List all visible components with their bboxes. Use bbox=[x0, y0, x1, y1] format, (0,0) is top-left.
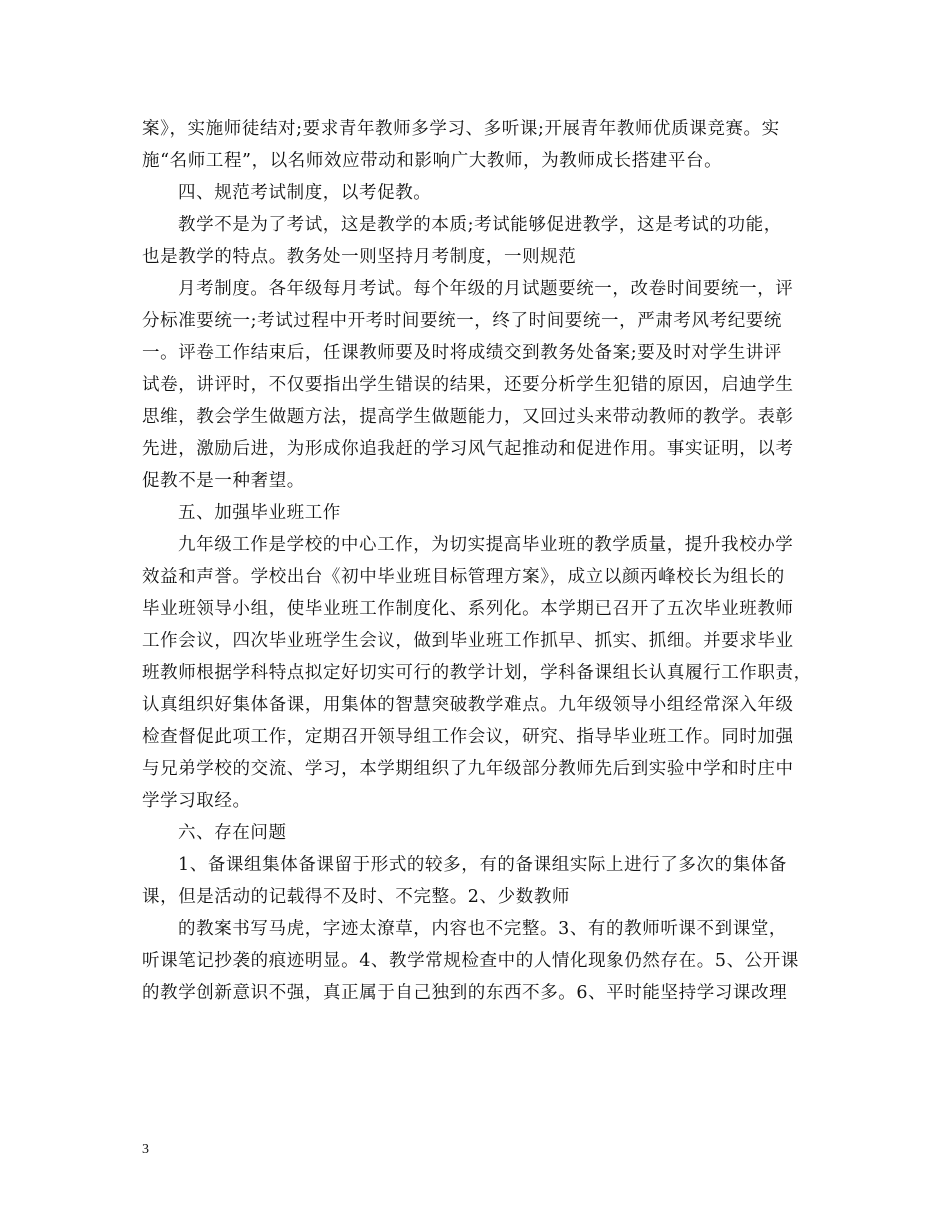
text-line: 的教案书写马虎，字迹太潦草，内容也不完整。3、有的教师听课不到课堂， bbox=[178, 919, 788, 939]
text-line: 九年级工作是学校的中心工作，为切实提高毕业班的教学质量，提升我校办学 bbox=[178, 535, 794, 555]
text-line: 试卷，讲评时，不仅要指出学生错误的结果，还要分析学生犯错的原因，启迪学生 bbox=[142, 375, 794, 395]
text-line: 效益和声誉。学校出台《初中毕业班目标管理方案》，成立以颜丙峰校长为组长的 bbox=[142, 567, 785, 587]
text-line: 五、加强毕业班工作 bbox=[178, 503, 341, 523]
text-line: 分标准要统一;考试过程中开考时间要统一，终了时间要统一，严肃考风考纪要统 bbox=[142, 311, 782, 331]
text-line: 促教不是一种奢望。 bbox=[142, 471, 305, 491]
body-text bbox=[142, 113, 832, 1009]
text-line: 毕业班领导小组，使毕业班工作制度化、系列化。本学期已召开了五次毕业班教师 bbox=[142, 599, 794, 619]
text-line: 一。评卷工作结束后，任课教师要及时将成绩交到教务处备案;要及时对学生讲评 bbox=[142, 343, 782, 363]
text-line: 先进，激励后进，为形成你追我赶的学习风气起推动和促进作用。事实证明，以考 bbox=[142, 439, 794, 459]
text-line: 工作会议，四次毕业班学生会议，做到毕业班工作抓早、抓实、抓细。并要求毕业 bbox=[142, 631, 794, 651]
text-line: 课，但是活动的记载得不及时、不完整。2、少数教师 bbox=[142, 887, 571, 907]
text-line: 案》，实施师徒结对;要求青年教师多学习、多听课;开展青年教师优质课竞赛。实 bbox=[142, 119, 780, 139]
text-line: 六、存在问题 bbox=[178, 823, 287, 843]
text-line: 施“名师工程”，以名师效应带动和影响广大教师，为教师成长搭建平台。 bbox=[142, 151, 723, 171]
text-line: 的教学创新意识不强，真正属于自己独到的东西不多。6、平时能坚持学习课改理 bbox=[142, 983, 788, 1003]
text-line: 教学不是为了考试，这是教学的本质;考试能够促进教学，这是考试的功能， bbox=[178, 215, 782, 235]
text-line: 听课笔记抄袭的痕迹明显。4、教学常规检查中的人情化现象仍然存在。5、公开课 bbox=[142, 951, 799, 971]
text-line: 与兄弟学校的交流、学习，本学期组织了九年级部分教师先后到实验中学和时庄中 bbox=[142, 759, 794, 779]
text-line: 月考制度。各年级每月考试。每个年级的月试题要统一，改卷时间要统一，评 bbox=[178, 279, 794, 299]
page-number: 3 bbox=[142, 1142, 149, 1157]
text-line: 检查督促此项工作，定期召开领导组工作会议，研究、指导毕业班工作。同时加强 bbox=[142, 727, 794, 747]
text-line: 学学习取经。 bbox=[142, 791, 251, 811]
text-line: 班教师根据学科特点拟定好切实可行的教学计划，学科备课组长认真履行工作职责， bbox=[142, 663, 812, 683]
text-line: 1、备课组集体备课留于形式的较多，有的备课组实际上进行了多次的集体备 bbox=[178, 855, 788, 875]
text-line: 四、规范考试制度，以考促教。 bbox=[178, 183, 432, 203]
text-line: 认真组织好集体备课，用集体的智慧突破教学难点。九年级领导小组经常深入年级 bbox=[142, 695, 794, 715]
text-line: 思维，教会学生做题方法，提高学生做题能力，又回过头来带动教师的教学。表彰 bbox=[142, 407, 794, 427]
text-line: 也是教学的特点。教务处一则坚持月考制度，一则规范 bbox=[142, 247, 577, 267]
